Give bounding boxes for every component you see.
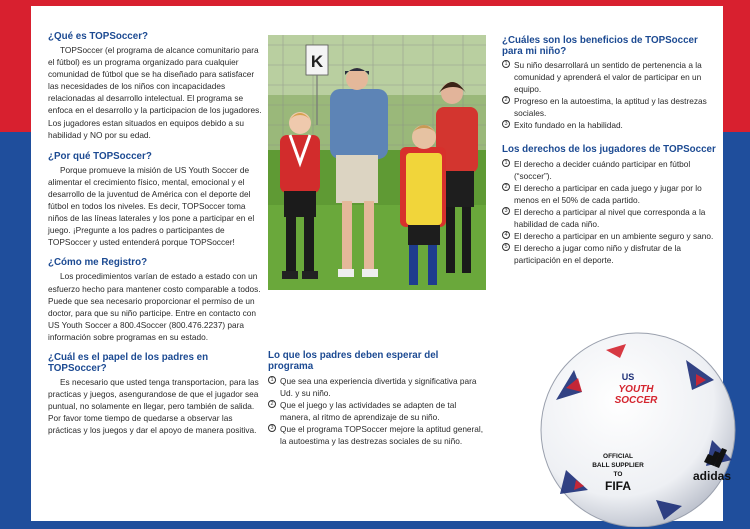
section-por-que — [48, 151, 264, 249]
list-item: 1 Que sea una experiencia divertida y significativa para Ud. y su niño. — [268, 375, 486, 399]
flag-letter: K — [310, 52, 324, 71]
section-derechos — [502, 144, 716, 267]
ball-logo-soccer: SOCCER — [614, 395, 658, 406]
section-body-que-es: TOPSoccer (el programa de alcance comunitario para el fútbol) es un programa organizado para cualquier comunidad de fútbol que se ha diseñado para satisfacer las necesidades de los niños con incapacidades relacionadas al desarrollo intelectual. El programa se enfoca en el desarrollo y la participacion de los jugadores. Los jugadores estan situados en equipos debido a su habilidad y NO por su edad. — [48, 45, 262, 140]
right-column — [502, 35, 716, 266]
ball-logo-youth: YOUTH — [618, 384, 654, 395]
ball-official-fifa: FIFA — [605, 479, 631, 493]
list-item: 2 El derecho a participar en cada juego y jugar por lo menos en el 50% de cada partido. — [502, 182, 716, 206]
list-item: 1 El derecho a decider cuándo participar en fútbol (“soccer”). — [502, 158, 716, 182]
ball-official-3: TO — [613, 471, 623, 478]
section-title-registro: ¿Cómo me Registro? — [48, 257, 148, 269]
list-item: 2 Que el juego y las actividades se adapten de tal manera, al ritmo de aprendizaje de su niño. — [268, 399, 486, 423]
brochure-panel — [31, 6, 732, 521]
section-body-papel-padres: Es necesario que usted tenga transportacion, para las practicas y juegos, asengurandose de que el jugador sea puntual, no solamente en llegar, pero también de salida. Por favor tome tiempo de quedarse a observar las prácticas y los juegos y dar el apoyo de manera positiva. — [48, 376, 259, 436]
section-beneficios — [502, 35, 716, 132]
middle-column — [268, 350, 486, 448]
section-body-registro: Los procedimientos varían de estado a estado con un esfuerzo hecho para mantener costo comparable a todos. Puede que sea necesario proporcionar el permiso de un doctor, para que su niño participe. Entre en contacto con US Youth Soccer a 800.4Soccer (800.476.2237) para información sobre programas en su estado. — [48, 271, 261, 342]
ball-logo-us: US — [621, 372, 635, 382]
left-column — [48, 31, 264, 445]
section-body-por-que: Porque promueve la misión de US Youth Soccer de alimentar el crecimiento físico, mental, emocional y el desarrollo de la juventud de América con el deporte del fútbol en todos los niveles. Es decir, TOPSoccer toma niños de las líneas laterales y los pone a participar en el juego. ¡Pregunte a los padres o participantes de TOPSoccer y usted entenderá porque TOPSoccer! — [48, 164, 255, 248]
section-esperar — [268, 350, 486, 448]
section-que-es — [48, 31, 264, 141]
list-item: 4 El derecho a participar en un ambiente seguro y sano. — [502, 230, 716, 242]
section-title-derechos: Los derechos de los jugadores de TOPSoccer — [502, 143, 716, 155]
section-registro — [48, 257, 264, 343]
ball-official-2: BALL SUPPLIER — [592, 462, 644, 469]
beneficios-list — [502, 59, 716, 132]
players-photo — [268, 35, 486, 290]
section-title-por-que: ¿Por qué TOPSoccer? — [48, 150, 152, 162]
list-item: 1 Su niño desarrollará un sentido de pertenencia a la comunidad y aprenderá el valor de participar en un equipo. — [502, 59, 716, 95]
players-photo-illustration — [268, 35, 486, 290]
section-title-papel-padres: ¿Cuál es el papel de los padres en TOPSoccer? — [48, 351, 209, 374]
list-item: 2 Progreso en la autoestima, la aptitud y las destrezas sociales. — [502, 95, 716, 119]
section-title-que-es: ¿Qué es TOPSoccer? — [48, 31, 149, 42]
ball-brand: adidas — [692, 469, 732, 483]
section-papel-padres — [48, 352, 264, 436]
esperar-list — [268, 375, 486, 448]
soccer-ball-image — [536, 330, 741, 527]
derechos-list — [502, 158, 716, 267]
list-item: 3 Que el programa TOPSoccer mejore la aptitud general, la autoestima y las destrezas sociales de su niño. — [268, 423, 486, 447]
section-title-beneficios: ¿Cuáles son los beneficios de TOPSoccer para mi niño? — [502, 35, 698, 57]
list-item: 3 Exito fundado en la habilidad. — [502, 119, 716, 131]
list-item: 3 El derecho a participar al nivel que corresponda a la habilidad de cada niño. — [502, 206, 716, 230]
ball-official-1: OFFICIAL — [603, 453, 633, 460]
section-title-esperar: Lo que los padres deben esperar del programa — [268, 350, 439, 372]
list-item: 5 El derecho a jugar como niño y disfrutar de la participación en el deporte. — [502, 242, 716, 266]
